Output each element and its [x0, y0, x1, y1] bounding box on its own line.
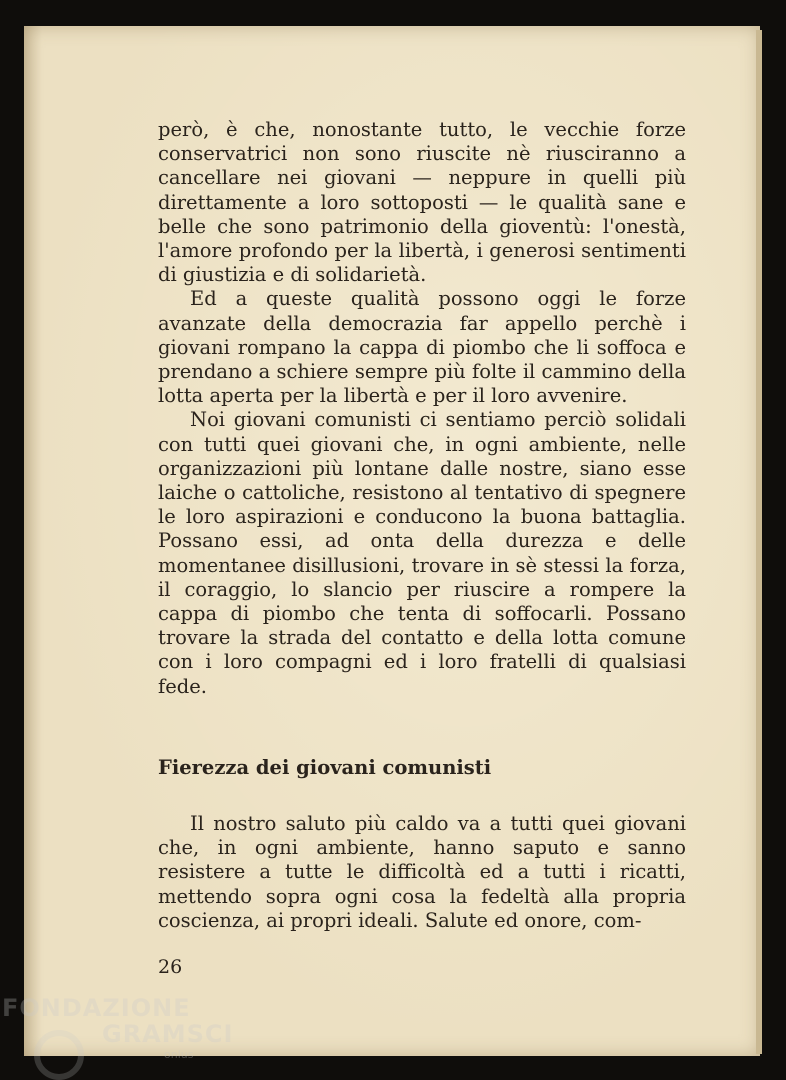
paragraph-3: Noi giovani comunisti ci sentiamo perciò solidali con tutti quei giovani che, in ogni ambiente, nelle organizzazioni più lontane dalle nostre, siano esse laiche o cattoliche, resistono al tentativo di spegnere le loro aspirazioni e conducono la buona battaglia. Possano essi, ad onta della durezza e delle momentanee disillusioni, trovare in sè stessi la forza, il coraggio, lo slancio per riuscire a rompere la cappa di piombo che tenta di soffocarli. Possano trovare la strada del contatto e della lotta comune con i loro compagni ed i loro fratelli di qualsiasi fede. [158, 408, 686, 698]
watermark-line-2: GRAMSCI [102, 1020, 234, 1048]
body-text-section [158, 812, 686, 933]
paragraph-4: Il nostro saluto più caldo va a tutti quei giovani che, in ogni ambiente, hanno saputo e sanno resistere a tutte le difficoltà ed a tutti i ricatti, mettendo sopra ogni cosa la fedeltà alla propria coscienza, ai propri ideali. Salute ed onore, com- [158, 812, 686, 932]
page-number: 26 [158, 956, 183, 978]
paragraph-2: Ed a queste qualità possono oggi le forze avanzate della democrazia far appello perchè i giovani rompano la cappa di piombo che li soffoca e prendano a schiere sempre più folte il cammino della lotta aperta per la libertà e per il loro avvenire. [158, 287, 686, 408]
watermark-line-1: FONDAZIONE [2, 994, 191, 1022]
body-text-top [158, 118, 686, 699]
section-heading: Fierezza dei giovani comunisti [158, 756, 492, 779]
page-edge [756, 30, 762, 1054]
watermark-onlus: onlus [164, 1048, 194, 1061]
paragraph-1: però, è che, nonostante tutto, le vecchie forze conservatrici non sono riuscite nè riusciranno a cancellare nei giovani — neppure in quelli più direttamente a loro sottoposti — le qualità sane e belle che sono patrimonio della gioventù: l'onestà, l'amore profondo per la libertà, i generosi sentimenti di giustizia e di solidarietà. [158, 118, 686, 287]
